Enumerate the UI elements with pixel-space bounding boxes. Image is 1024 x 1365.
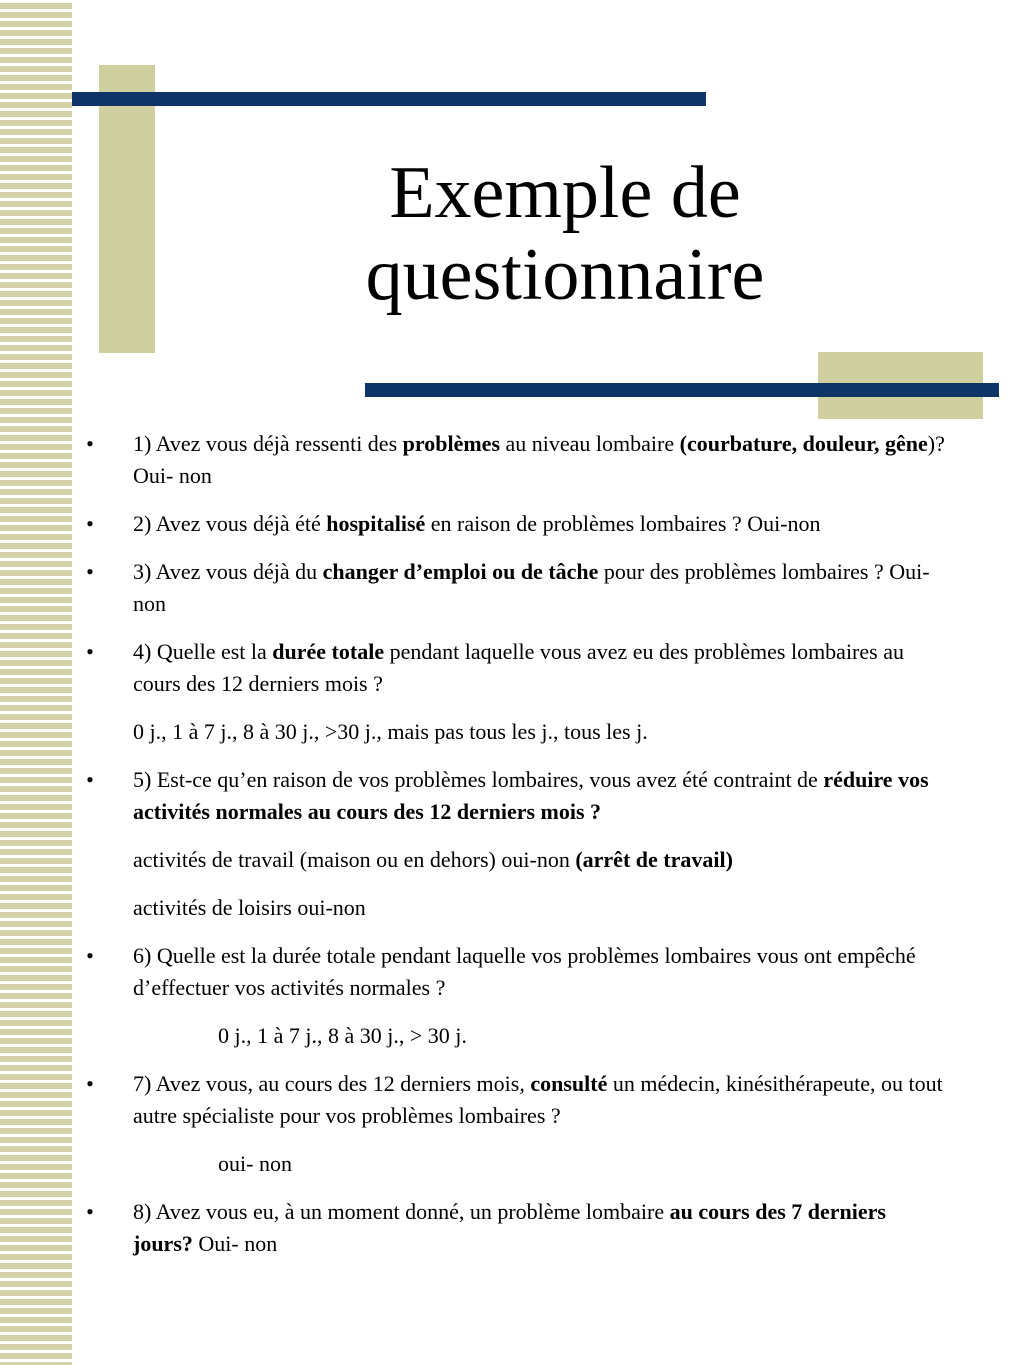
question-8-answer: Oui- non	[192, 1231, 278, 1256]
question-4-options: 0 j., 1 à 7 j., 8 à 30 j., >30 j., mais pas tous les j., tous les j.	[133, 719, 648, 744]
question-4-text-cont: pendant laquelle vous avez eu des problèmes lombaires au cours des 12 derniers mois ?	[133, 639, 904, 696]
bullet-icon: •	[86, 1199, 94, 1224]
question-8-text: 8) Avez vous eu, à un moment donné, un problème lombaire	[133, 1199, 670, 1224]
question-1-text: 1) Avez vous déjà ressenti des	[133, 431, 403, 456]
bullet-icon: •	[86, 431, 94, 456]
question-1-emphasis-2: (courbature, douleur, gêne	[679, 431, 928, 456]
question-5-text: 5) Est-ce qu’en raison de vos problèmes lombaires, vous avez été contraint de	[133, 767, 824, 792]
question-5-leisure-activities: activités de loisirs oui-non	[133, 895, 366, 920]
question-6	[80, 940, 950, 1004]
bullet-icon: •	[86, 767, 94, 792]
question-8	[80, 1196, 950, 1260]
question-5-work-emphasis: (arrêt de travail)	[575, 847, 733, 872]
question-3-text-cont: pour des problèmes lombaires ? Oui- non	[133, 559, 930, 616]
question-1	[80, 428, 950, 492]
question-1-answer: )? Oui- non	[133, 431, 945, 488]
question-5	[80, 764, 950, 828]
question-3-text: 3) Avez vous déjà du	[133, 559, 323, 584]
question-2-text: 2) Avez vous déjà été	[133, 511, 327, 536]
question-8-emphasis: au cours des 7 derniers jours?	[133, 1199, 886, 1256]
slide-title-line1: Exemple de	[389, 152, 741, 234]
question-5-work-text: activités de travail (maison ou en dehors) oui-non	[133, 847, 576, 872]
navy-top-bar	[72, 92, 706, 106]
question-list	[80, 428, 950, 1276]
question-2-text-cont: en raison de problèmes lombaires ? Oui-non	[425, 511, 821, 536]
question-6-options: 0 j., 1 à 7 j., 8 à 30 j., > 30 j.	[218, 1023, 467, 1048]
question-4	[80, 636, 950, 700]
bullet-icon: •	[86, 639, 94, 664]
slide-title	[300, 152, 830, 316]
question-3-emphasis: changer d’emploi ou de tâche	[322, 559, 599, 584]
question-7-emphasis: consulté	[530, 1071, 608, 1096]
question-6-text: 6) Quelle est la durée totale pendant laquelle vos problèmes lombaires vous ont empêché d’effectuer vos activités normales ?	[133, 943, 916, 1000]
bullet-icon: •	[86, 559, 94, 584]
question-4-emphasis: durée totale	[272, 639, 385, 664]
question-7-text-cont: un médecin, kinésithérapeute, ou tout autre spécialiste pour vos problèmes lombaires ?	[133, 1071, 943, 1128]
navy-bottom-bar	[365, 383, 999, 397]
question-1-text-cont: au niveau lombaire	[500, 431, 680, 456]
question-5-work-activities	[80, 844, 950, 876]
question-3	[80, 556, 950, 620]
slide-title-line2: questionnaire	[365, 234, 765, 316]
question-7-text: 7) Avez vous, au cours des 12 derniers mois,	[133, 1071, 531, 1096]
bullet-icon: •	[86, 1071, 94, 1096]
question-2	[80, 508, 950, 540]
bullet-icon: •	[86, 511, 94, 536]
striped-margin-decoration	[0, 0, 72, 1365]
question-2-emphasis: hospitalisé	[326, 511, 426, 536]
question-7	[80, 1068, 950, 1132]
question-4-text: 4) Quelle est la	[133, 639, 273, 664]
question-7-options: oui- non	[218, 1151, 292, 1176]
olive-vertical-block	[99, 65, 155, 353]
bullet-icon: •	[86, 943, 94, 968]
question-5-emphasis: réduire vos activités normales au cours des 12 derniers mois ?	[133, 767, 929, 824]
question-1-emphasis: problèmes	[402, 431, 501, 456]
